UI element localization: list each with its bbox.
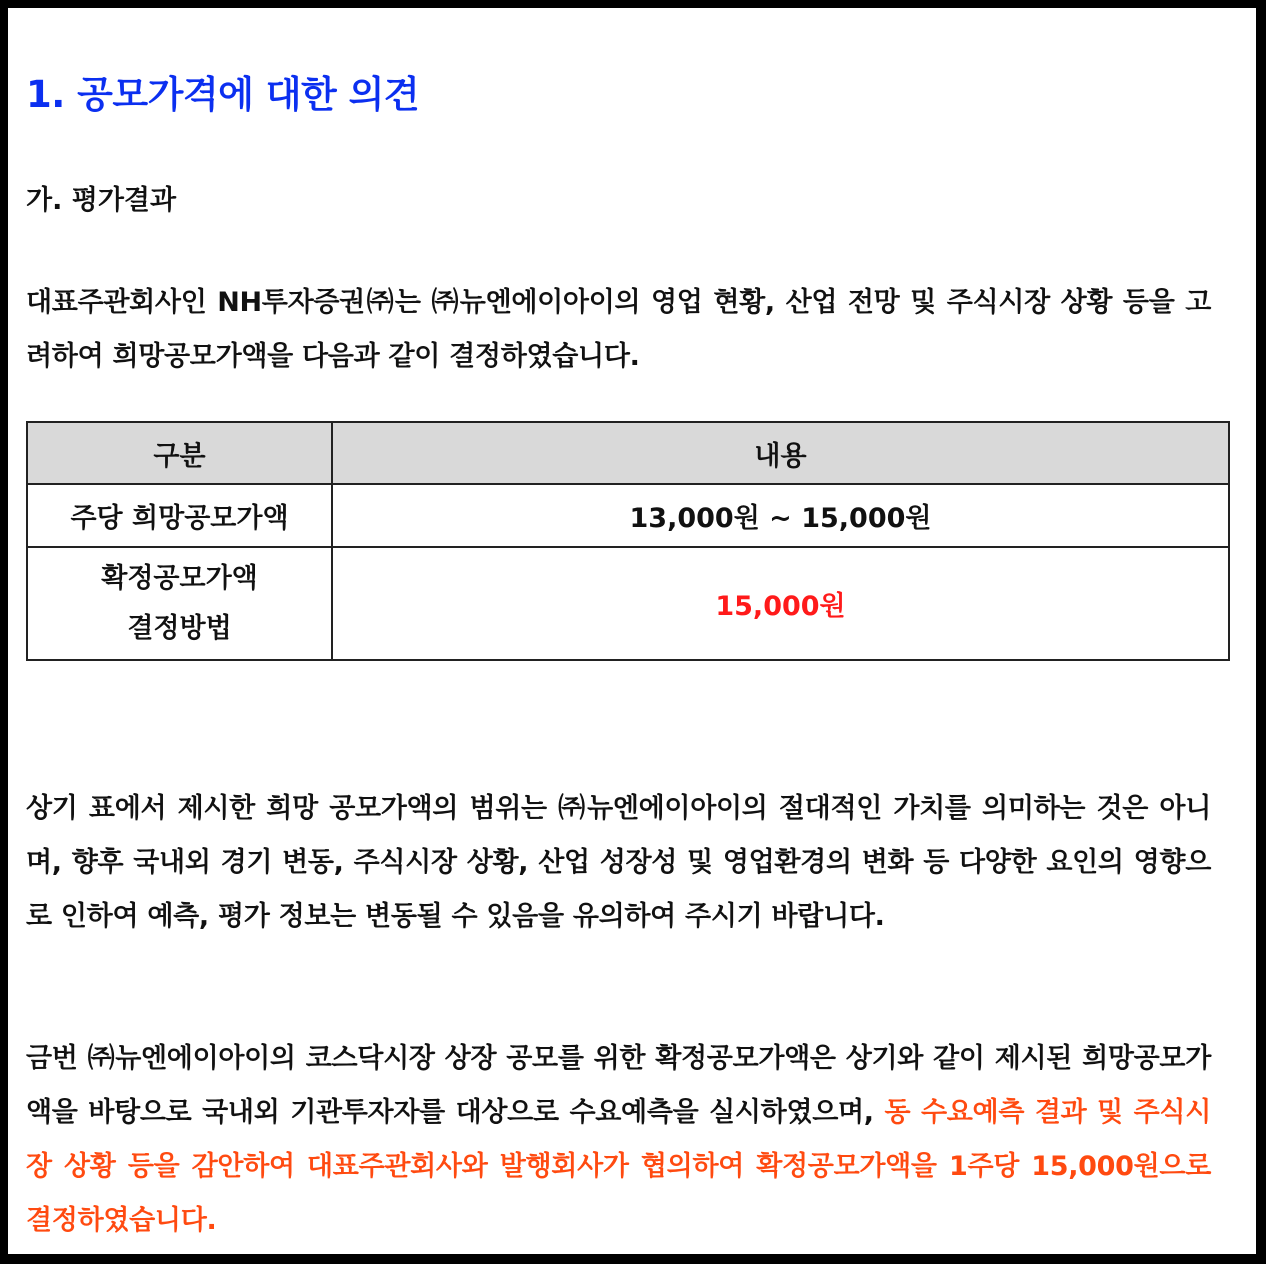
disclaimer-paragraph: 상기 표에서 제시한 희망 공모가액의 범위는 ㈜뉴엔에이아이의 절대적인 가치를 의미하는 것은 아니며, 향후 국내외 경기 변동, 주식시장 상황, 산업 성장성 및 영업환경의 변화 등 다양한 요인의 영향으로 인하여 예측, 평가 정보는 변동될 수 있음을 유의하여 주시기 바랍니다. <box>26 793 1211 932</box>
document-page <box>8 8 1256 1254</box>
table-header-category: 구분 <box>27 422 332 484</box>
table-header-row <box>27 422 1229 484</box>
offering-price-table <box>26 421 1230 661</box>
table-header-content: 내용 <box>332 422 1229 484</box>
conclusion-text: 금번 ㈜뉴엔에이아이의 코스닥시장 상장 공모를 위한 확정공모가액은 상기와 같이 제시된 희망공모가액을 바탕으로 국내외 기관투자자를 대상으로 수요예측을 실시하였으며, <box>26 1043 1211 1128</box>
row-label-final-price <box>27 547 332 660</box>
conclusion-highlight-text: 동 수요예측 결과 및 주식시장 상황 등을 감안하여 대표주관회사와 발행회사가 협의하여 확정공모가액을 1주당 15,000원으로 결정하였습니다. <box>26 1097 1211 1236</box>
row-label-line: 결정방법 <box>127 612 232 644</box>
sub-heading: 가. 평가결과 <box>26 185 177 216</box>
intro-paragraph: 대표주관회사인 NH투자증권㈜는 ㈜뉴엔에이아이의 영업 현황, 산업 전망 및 주식시장 상황 등을 고려하여 희망공모가액을 다음과 같이 결정하였습니다. <box>26 287 1211 372</box>
table-row <box>27 484 1229 547</box>
row-value-final-price: 15,000원 <box>332 547 1229 660</box>
conclusion-paragraph <box>26 1032 1211 1248</box>
section-title: 1. 공모가격에 대한 의견 <box>26 73 420 116</box>
row-label-desired-price: 주당 희망공모가액 <box>27 484 332 547</box>
row-label-line: 확정공모가액 <box>101 562 258 594</box>
table-row <box>27 547 1229 660</box>
row-value-desired-price: 13,000원 ~ 15,000원 <box>332 484 1229 547</box>
